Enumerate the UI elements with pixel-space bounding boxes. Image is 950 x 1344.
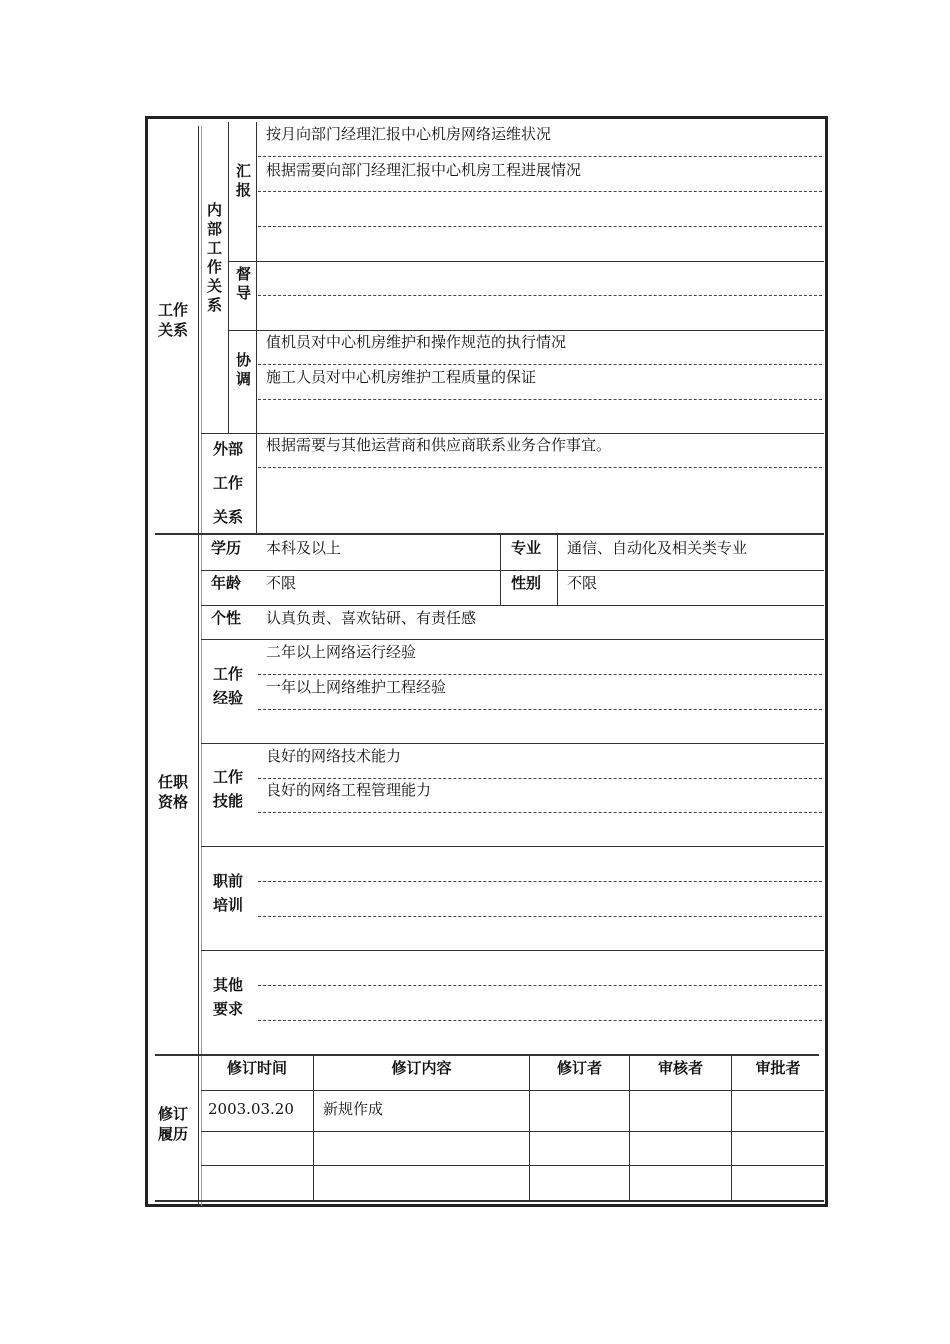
header-reviser: 修订者 [556,1059,602,1077]
header-revision-date: 修订时间 [226,1059,287,1077]
header-reviewer: 审核者 [657,1059,703,1077]
revision-history-label: 修订履历 [157,1105,188,1143]
experience-item-2: 一年以上网络维护工程经验 [266,678,447,696]
other-requirements-label: 其他要求 [212,976,243,1018]
internal-relations-label: 内部工作关系 [205,202,223,316]
personality-label: 个性 [210,609,241,627]
skills-label: 工作技能 [212,768,243,810]
major-value: 通信、自动化及相关类专业 [567,539,748,557]
header-revision-content: 修订内容 [391,1059,452,1077]
header-approver: 审批者 [755,1059,801,1077]
revision-row-1-content: 新规作成 [323,1100,384,1118]
external-item-1: 根据需要与其他运营商和供应商联系业务合作事宜。 [266,436,612,454]
external-relations-label: 外部 工作 关系 [212,440,243,526]
revision-row-1-date: 2003.03.20 [208,1100,294,1118]
experience-item-1: 二年以上网络运行经验 [266,643,417,661]
personality-value: 认真负责、喜欢钻研、有责任感 [266,609,477,627]
report-item-1: 按月向部门经理汇报中心机房网络运维状况 [266,125,552,143]
report-label: 汇报 [234,163,252,201]
supervise-label: 督导 [234,266,252,304]
training-label: 职前培训 [212,872,243,914]
gender-value: 不限 [567,574,598,592]
coordinate-item-1: 值机员对中心机房维护和操作规范的执行情况 [266,333,567,351]
gender-label: 性别 [510,574,541,592]
experience-label: 工作经验 [212,665,243,707]
report-item-2: 根据需要向部门经理汇报中心机房工程进展情况 [266,161,582,179]
skills-item-1: 良好的网络技术能力 [266,747,402,765]
major-label: 专业 [510,539,541,557]
qualifications-label: 任职资格 [157,773,188,811]
education-label: 学历 [210,539,241,557]
skills-item-2: 良好的网络工程管理能力 [266,781,432,799]
coordinate-item-2: 施工人员对中心机房维护工程质量的保证 [266,368,537,386]
education-value: 本科及以上 [266,539,342,557]
age-label: 年龄 [210,574,241,592]
work-relations-label: 工作关系 [157,301,188,339]
coordinate-label: 协调 [234,352,252,390]
age-value: 不限 [266,574,297,592]
